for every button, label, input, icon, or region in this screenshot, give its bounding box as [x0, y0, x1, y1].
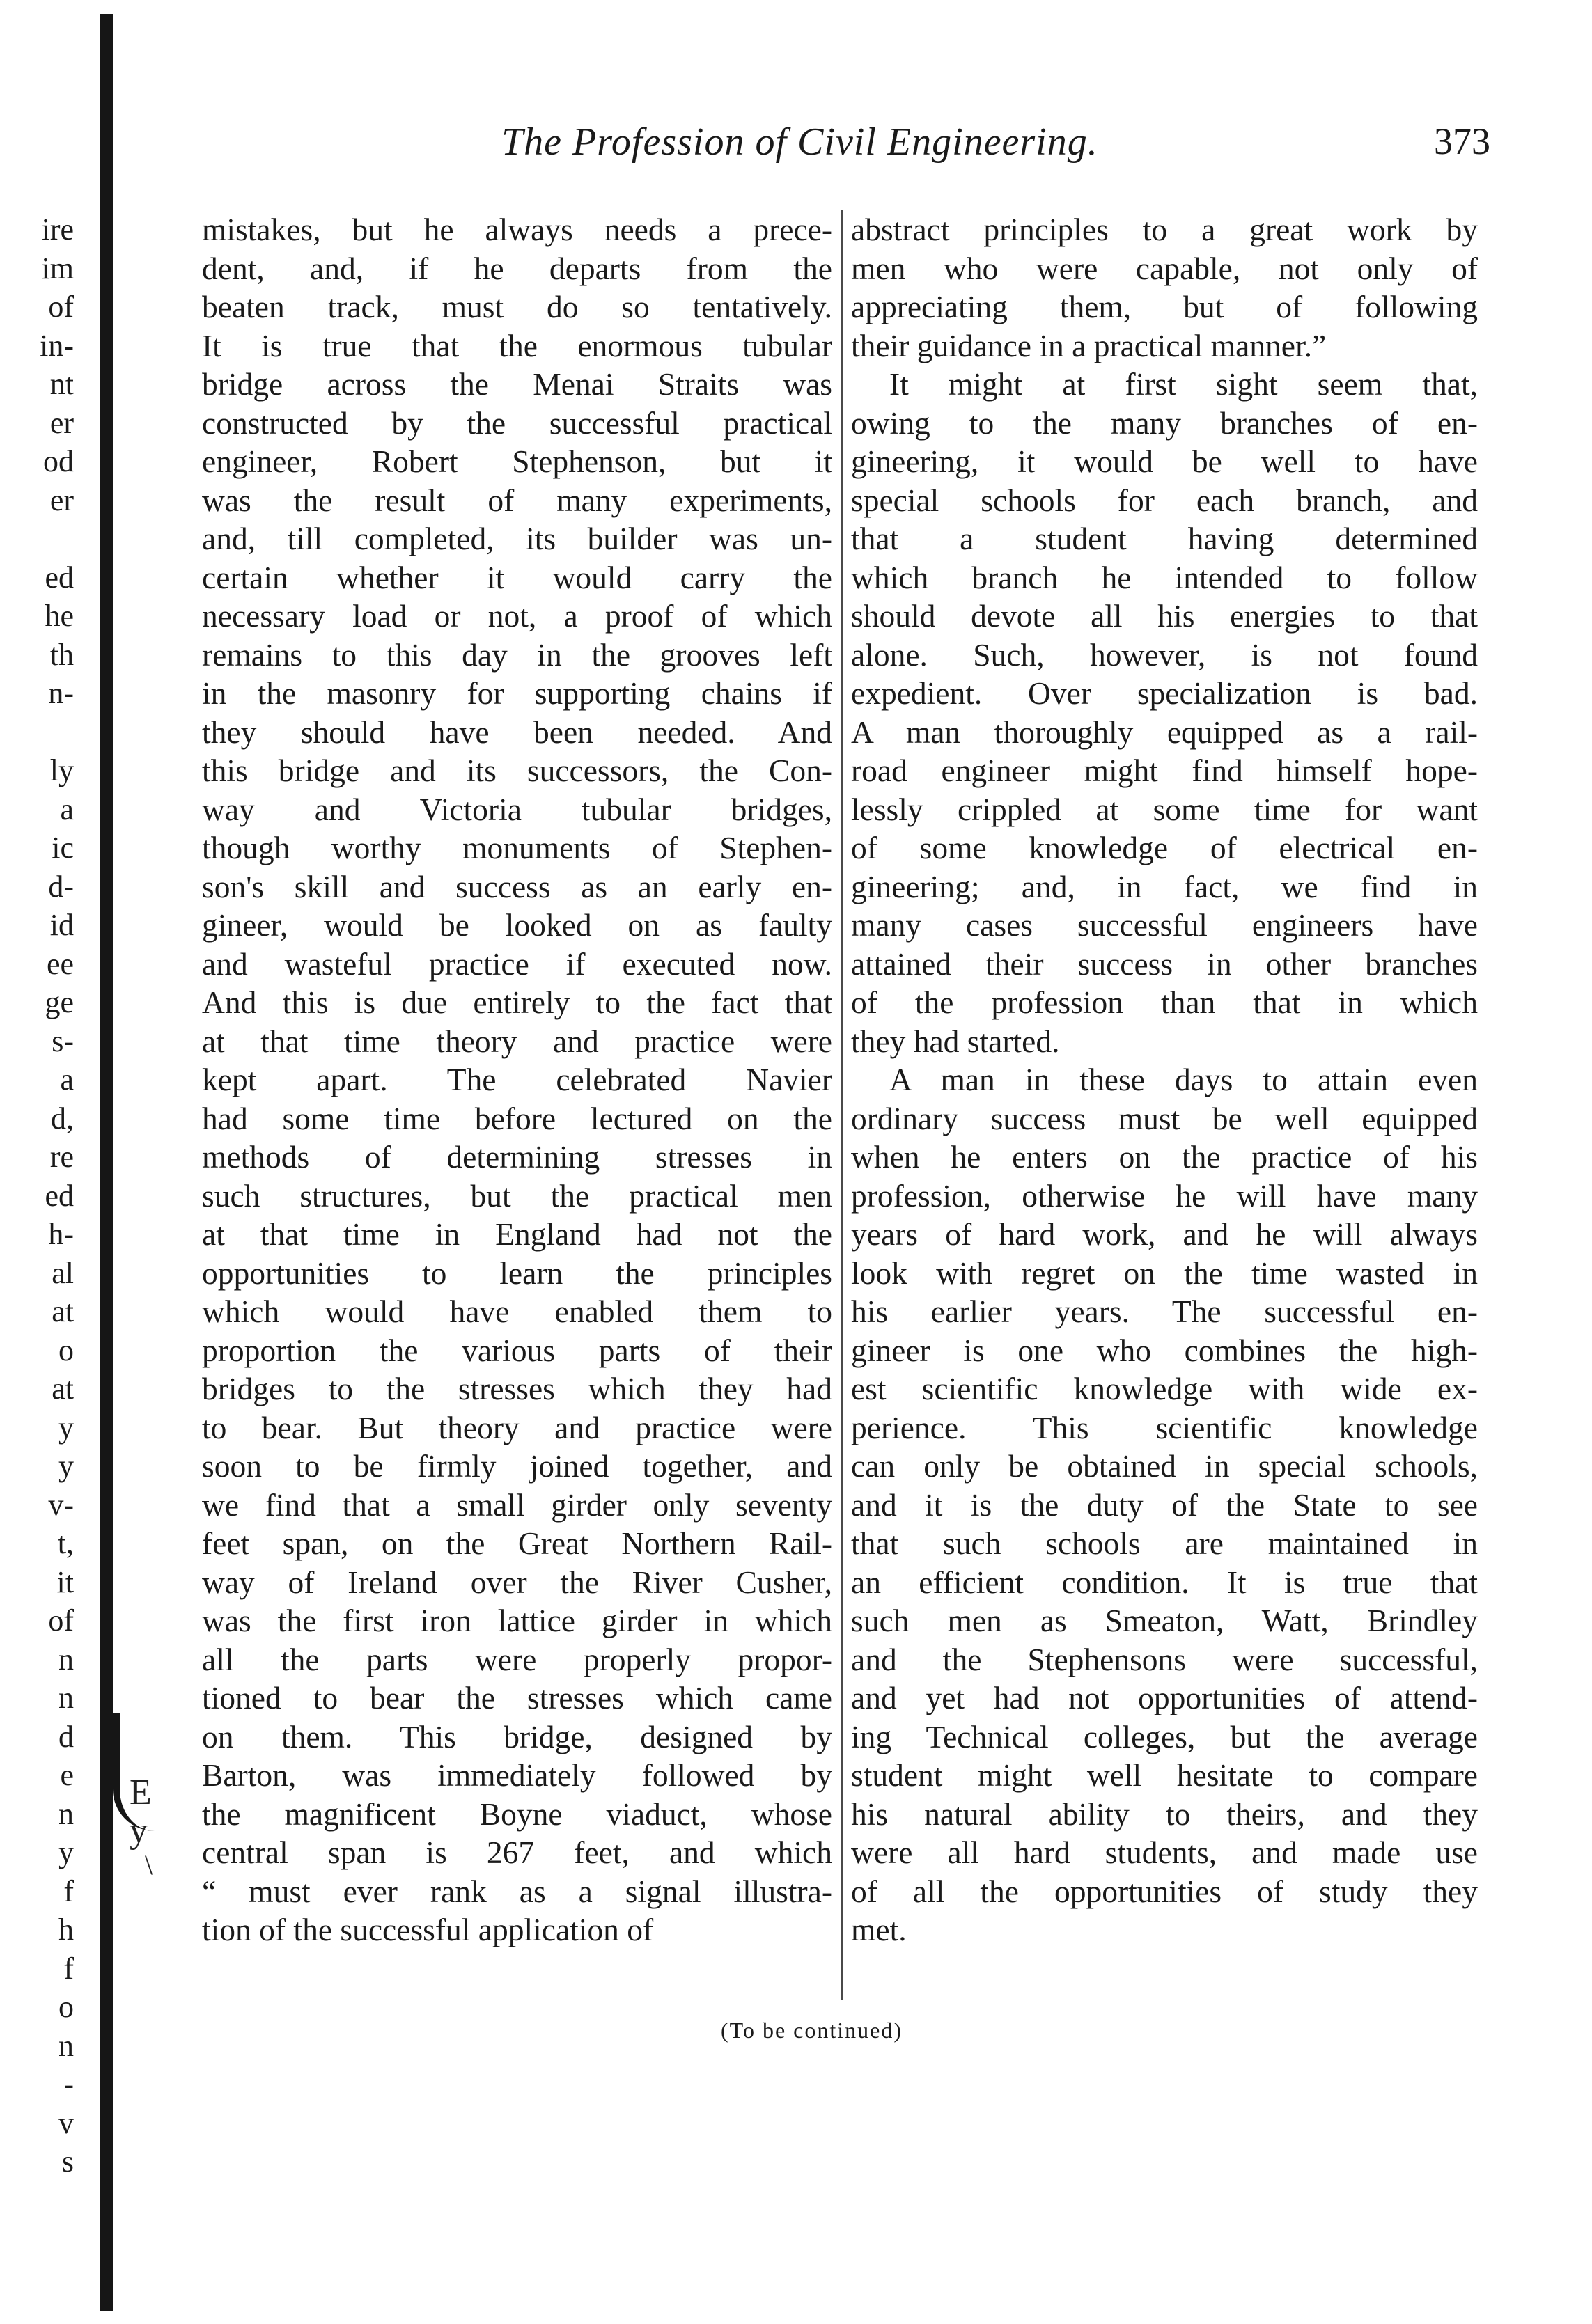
- margin-fragment: ed: [45, 1178, 74, 1213]
- text-line: ordinary success must be well equipped: [851, 1100, 1478, 1136]
- text-line: and wasteful practice if executed now.: [202, 945, 832, 982]
- margin-fragment: id: [49, 908, 74, 942]
- text-line: at that time theory and practice were: [202, 1023, 832, 1059]
- margin-fragment: d: [58, 1719, 74, 1754]
- text-line: years of hard work, and he will always: [851, 1216, 1478, 1252]
- text-line: of all the opportunities of study they: [851, 1873, 1478, 1909]
- page-header: [501, 120, 1490, 168]
- text-line: an efficient condition. It is true that: [851, 1564, 1478, 1600]
- text-line: And this is due entirely to the fact that: [202, 984, 832, 1020]
- text-line: men who were capable, not only of: [851, 250, 1478, 286]
- text-line: many cases successful engineers have: [851, 907, 1478, 943]
- text-line: and yet had not opportunities of attend-: [851, 1680, 1478, 1715]
- text-line: and the Stephensons were successful,: [851, 1641, 1478, 1677]
- margin-fragment: d-: [48, 869, 74, 904]
- text-line: to bear. But theory and practice were: [202, 1409, 832, 1445]
- text-line: It might at first sight seem that,: [889, 366, 1478, 402]
- text-line: look with regret on the time wasted in: [851, 1255, 1478, 1291]
- text-line: bridges to the stresses which they had: [202, 1371, 832, 1406]
- text-line: appreciating them, but of following: [851, 289, 1478, 324]
- margin-fragment: ge: [45, 985, 74, 1019]
- text-line: this bridge and its successors, the Con-: [202, 753, 832, 788]
- margin-fragment: h: [58, 1913, 74, 1947]
- text-line: tioned to bear the stresses which came: [202, 1680, 832, 1715]
- margin-fragment: ic: [52, 831, 74, 865]
- margin-fragment: y: [58, 1835, 74, 1869]
- text-line: they should have been needed. And: [202, 714, 832, 750]
- text-line: met.: [851, 1912, 907, 1947]
- text-line: bridge across the Menai Straits was: [202, 366, 832, 402]
- margin-fragment: ed: [45, 560, 74, 595]
- text-line: his natural ability to theirs, and they: [851, 1796, 1478, 1832]
- margin-fragment: o: [58, 1333, 74, 1367]
- text-line: that such schools are maintained in: [851, 1525, 1478, 1561]
- text-line: dent, and, if he departs from the: [202, 250, 832, 286]
- binding-glyph: E: [130, 1773, 152, 1812]
- margin-fragment: n-: [48, 676, 74, 710]
- text-line: profession, otherwise he will have many: [851, 1177, 1478, 1214]
- margin-fragment: h-: [48, 1217, 74, 1251]
- margin-fragment: a: [60, 792, 74, 826]
- margin-fragment: ire: [41, 212, 74, 246]
- text-line: alone. Such, however, is not found: [851, 636, 1478, 673]
- column-divider: [841, 210, 843, 2000]
- left-text-column: [202, 210, 832, 1949]
- text-line: way and Victoria tubular bridges,: [202, 791, 832, 827]
- margin-fragment: -: [63, 2067, 74, 2101]
- margin-fragment: t,: [57, 1526, 74, 1560]
- margin-fragment: v-: [48, 1487, 74, 1522]
- text-line: that a student having determined: [851, 521, 1478, 556]
- text-line: which branch he intended to follow: [851, 559, 1478, 595]
- text-line: opportunities to learn the principles: [202, 1255, 832, 1291]
- text-line: proportion the various parts of their: [202, 1332, 832, 1368]
- margin-fragment: n: [58, 1681, 74, 1715]
- margin-fragment: v: [58, 2105, 74, 2140]
- text-line: such men as Smeaton, Watt, Brindley: [851, 1603, 1478, 1638]
- text-line: were all hard students, and made use: [851, 1835, 1478, 1870]
- text-line: their guidance in a practical manner.”: [851, 327, 1327, 363]
- margin-fragment: y: [58, 1410, 74, 1445]
- text-line: lessly crippled at some time for want: [851, 791, 1478, 827]
- text-line: his earlier years. The successful en-: [851, 1294, 1478, 1329]
- text-line: and, till completed, its builder was un-: [202, 521, 832, 556]
- text-line: soon to be firmly joined together, and: [202, 1448, 832, 1484]
- text-line: est scientific knowledge with wide ex-: [851, 1371, 1478, 1406]
- binding-glyph: y: [130, 1811, 148, 1851]
- text-line: kept apart. The celebrated Navier: [202, 1062, 832, 1097]
- margin-fragment: nt: [49, 367, 74, 401]
- margin-fragment: of: [48, 290, 74, 324]
- margin-fragment: d,: [51, 1101, 74, 1136]
- text-line: gineer, would be looked on as faulty: [202, 907, 832, 943]
- text-line: perience. This scientific knowledge: [851, 1409, 1478, 1445]
- margin-fragment: od: [43, 444, 74, 478]
- margin-fragment: at: [52, 1294, 74, 1328]
- text-line: A man thoroughly equipped as a rail-: [851, 714, 1478, 750]
- text-line: and it is the duty of the State to see: [851, 1486, 1478, 1523]
- text-line: expedient. Over specialization is bad.: [851, 675, 1478, 711]
- binding-glyph: \: [145, 1849, 153, 1881]
- text-line: had some time before lectured on the: [202, 1100, 832, 1136]
- text-line: of the profession than that in which: [851, 984, 1478, 1020]
- margin-fragment: er: [49, 405, 74, 440]
- margin-fragment: [4, 519, 74, 558]
- text-line: attained their success in other branches: [851, 945, 1478, 982]
- margin-fragment: a: [60, 1062, 74, 1097]
- margin-fragment: n: [58, 2028, 74, 2063]
- margin-fragment: in-: [40, 328, 74, 363]
- margin-fragment: f: [63, 1874, 74, 1908]
- margin-fragment: s: [61, 2144, 74, 2178]
- text-line: methods of determining stresses in: [202, 1139, 832, 1175]
- margin-fragment: im: [41, 251, 74, 285]
- text-line: in the masonry for supporting chains if: [202, 675, 832, 711]
- text-line: special schools for each branch, and: [851, 482, 1478, 518]
- text-line: all the parts were properly propor-: [202, 1641, 832, 1677]
- text-line: was the first iron lattice girder in which: [202, 1603, 832, 1638]
- continuation-note: (To be continued): [721, 2018, 903, 2043]
- running-title: The Profession of Civil Engineering.: [501, 120, 1098, 164]
- text-line: of some knowledge of electrical en-: [851, 830, 1478, 865]
- text-line: feet span, on the Great Northern Rail-: [202, 1525, 832, 1561]
- margin-fragment: y: [58, 1449, 74, 1483]
- text-line: the magnificent Boyne viaduct, whose: [202, 1796, 832, 1832]
- binding-edge: [100, 14, 113, 2311]
- margin-fragment: re: [49, 1140, 74, 1174]
- previous-page-margin-fragments: [4, 210, 74, 2181]
- text-line: gineering, it would be well to have: [851, 443, 1478, 479]
- text-line: gineer is one who combines the high-: [851, 1332, 1478, 1368]
- text-line: should devote all his energies to that: [851, 598, 1478, 634]
- text-line: son's skill and success as an early en-: [202, 868, 832, 904]
- margin-fragment: er: [49, 482, 74, 517]
- margin-fragment: ly: [49, 753, 74, 787]
- text-line: Barton, was immediately followed by: [202, 1757, 832, 1793]
- page-number: 373: [1434, 120, 1490, 162]
- margin-fragment: ee: [46, 946, 74, 981]
- margin-fragment: n: [58, 1796, 74, 1831]
- text-line: can only be obtained in special schools,: [851, 1448, 1478, 1484]
- margin-fragment: [4, 713, 74, 752]
- margin-fragment: e: [60, 1758, 74, 1792]
- text-line: though worthy monuments of Stephen-: [202, 830, 832, 865]
- margin-fragment: al: [52, 1255, 74, 1290]
- text-line: road engineer might find himself hope-: [851, 753, 1478, 788]
- margin-fragment: s-: [52, 1023, 74, 1058]
- margin-fragment: th: [49, 637, 74, 672]
- text-line: central span is 267 feet, and which: [202, 1835, 832, 1870]
- text-line: beaten track, must do so tentatively.: [202, 289, 832, 324]
- text-line: such structures, but the practical men: [202, 1177, 832, 1214]
- text-line: A man in these days to attain even: [889, 1062, 1478, 1097]
- text-line: It is true that the enormous tubular: [202, 327, 832, 363]
- text-line: engineer, Robert Stephenson, but it: [202, 443, 832, 479]
- text-line: abstract principles to a great work by: [851, 212, 1478, 247]
- margin-fragment: f: [63, 1951, 74, 1986]
- text-line: they had started.: [851, 1023, 1060, 1059]
- text-line: owing to the many branches of en-: [851, 405, 1478, 441]
- text-line: we find that a small girder only seventy: [202, 1486, 832, 1523]
- text-line: certain whether it would carry the: [202, 559, 832, 595]
- right-text-column: [851, 210, 1478, 1949]
- margin-fragment: o: [58, 1990, 74, 2024]
- text-line: necessary load or not, a proof of which: [202, 598, 832, 634]
- margin-fragment: of: [48, 1603, 74, 1638]
- text-line: on them. This bridge, designed by: [202, 1718, 832, 1754]
- text-line: when he enters on the practice of his: [851, 1139, 1478, 1175]
- text-line: mistakes, but he always needs a prece-: [202, 212, 832, 247]
- text-line: constructed by the successful practical: [202, 405, 832, 441]
- text-line: ing Technical colleges, but the average: [851, 1718, 1478, 1754]
- text-line: tion of the successful application of: [202, 1912, 654, 1947]
- text-line: student might well hesitate to compare: [851, 1757, 1478, 1793]
- text-line: gineering; and, in fact, we find in: [851, 868, 1478, 904]
- margin-fragment: at: [52, 1372, 74, 1406]
- text-line: “ must ever rank as a signal illustra-: [202, 1873, 832, 1909]
- text-line: way of Ireland over the River Cusher,: [202, 1564, 832, 1600]
- text-line: was the result of many experiments,: [202, 482, 832, 518]
- margin-fragment: n: [58, 1642, 74, 1677]
- margin-fragment: it: [56, 1564, 74, 1599]
- text-line: remains to this day in the grooves left: [202, 636, 832, 673]
- text-line: at that time in England had not the: [202, 1216, 832, 1252]
- margin-fragment: he: [45, 599, 74, 633]
- text-line: which would have enabled them to: [202, 1294, 832, 1329]
